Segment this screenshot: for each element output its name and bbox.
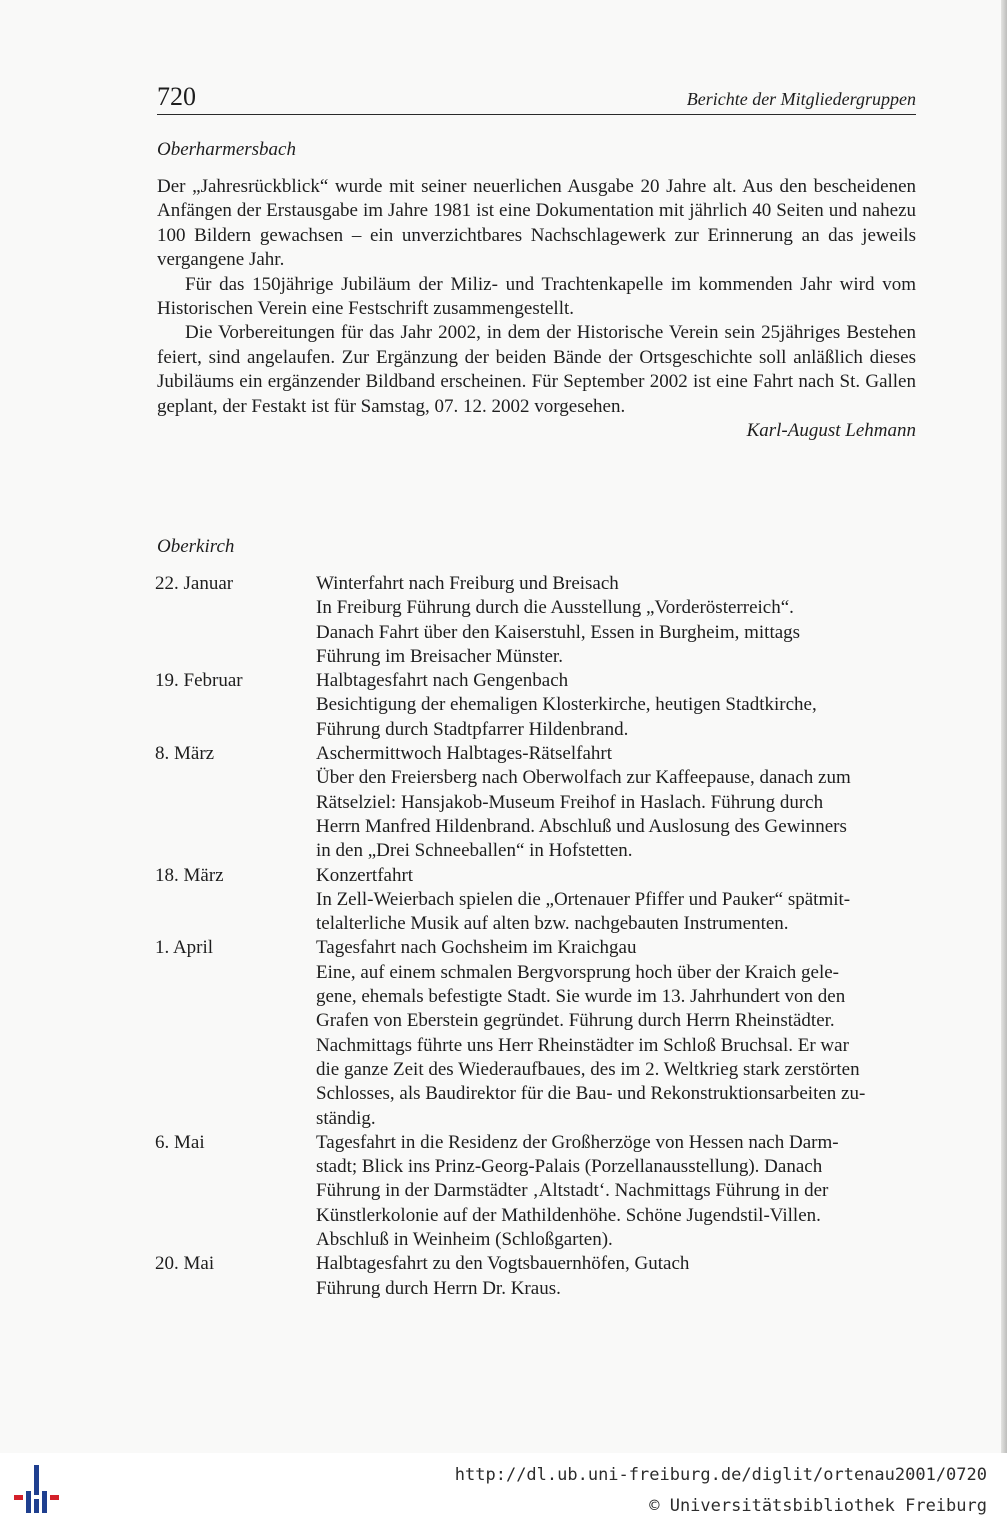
trip-line: Rätselziel: Hansjakob-Museum Freihof in Haslach. Führung durch [316, 791, 824, 813]
trip-description [316, 936, 916, 1130]
trip-date: 1. April [155, 937, 214, 959]
trip-description [316, 1131, 916, 1252]
trip-date: 20. Mai [155, 1253, 215, 1275]
copyright-notice: © Universitätsbibliothek Freiburg [649, 1496, 987, 1516]
trip-description [316, 1252, 916, 1301]
trip-line: In Freiburg Führung durch die Ausstellung „Vorderösterreich“. [316, 597, 794, 619]
section-heading-oberkirch: Oberkirch [157, 536, 235, 557]
trip-list [155, 572, 916, 1301]
trip-description [316, 864, 916, 937]
trip-line: Tagesfahrt nach Gochsheim im Kraichgau [316, 937, 637, 959]
trip-line: Winterfahrt nach Freiburg und Breisach [316, 573, 619, 594]
trip-line: gene, ehemals befestigte Stadt. Sie wurde im 13. Jahrhundert von den [316, 986, 846, 1008]
trip-date: 18. März [155, 864, 224, 886]
trip-line: Künstlerkolonie auf der Mathildenhöhe. Schöne Jugendstil-Villen. [316, 1204, 821, 1226]
trip-line: Danach Fahrt über den Kaiserstuhl, Essen in Burgheim, mittags [316, 621, 801, 643]
trip-date: 6. Mai [155, 1131, 205, 1153]
paragraph: Die Vorbereitungen für das Jahr 2002, in dem der Historische Verein sein 25jähriges Bestehen feiert, sind angelaufen. Zur Ergänzung der beiden Bände der Ortsgeschichte soll anläßlich dieses Jubiläums ein ergänzender Bildband erscheinen. Für September 2002 ist eine Fahrt nach St. Gallen geplant, der Festakt ist für Samstag, 07. 12. 2002 vorgesehen. [157, 322, 916, 417]
trip-line: Tagesfahrt in die Residenz der Großherzöge von Hessen nach Darm- [316, 1131, 839, 1153]
trip-date: 19. Februar [155, 670, 243, 692]
author-signature: Karl-August Lehmann [746, 420, 916, 442]
trip-line: Aschermittwoch Halbtages-Rätselfahrt [316, 743, 612, 765]
trip-line: Führung durch Herrn Dr. Kraus. [316, 1277, 561, 1299]
running-head: Berichte der Mitgliedergruppen [686, 89, 916, 109]
paragraph: Für das 150jährige Jubiläum der Miliz- und Trachtenkapelle im kommenden Jahr wird vom Historischen Verein eine Festschrift zusammengestellt. [157, 273, 916, 320]
trip-date: 22. Januar [155, 573, 234, 594]
trip-line: Grafen von Eberstein gegründet. Führung durch Herrn Rheinstädter. [316, 1010, 835, 1032]
page-header [157, 80, 916, 115]
source-url-link[interactable]: http://dl.ub.uni-freiburg.de/diglit/ortenau2001/0720 [454, 1465, 987, 1485]
trip-line: Führung im Breisacher Münster. [316, 645, 563, 667]
ub-freiburg-logo-icon [12, 1463, 64, 1515]
trip-entry [155, 742, 916, 863]
trip-line: Konzertfahrt [316, 864, 414, 886]
page-footer [0, 1453, 1007, 1525]
section-body-oberharmersbach [157, 175, 916, 443]
trip-line: telalterliche Musik auf alten bzw. nachgebauten Instrumenten. [316, 913, 789, 935]
trip-line: Führung in der Darmstädter ‚Altstadt‘. Nachmittags Führung in der [316, 1180, 829, 1202]
trip-line: In Zell-Weierbach spielen die „Ortenauer Pfiffer und Pauker“ spätmit- [316, 888, 851, 910]
section-heading-oberharmersbach: Oberharmersbach [157, 139, 296, 160]
trip-entry [155, 936, 916, 1130]
trip-line: in den „Drei Schneeballen“ in Hofstetten. [316, 840, 633, 862]
trip-entry [155, 1131, 916, 1252]
trip-line: die ganze Zeit des Wiederaufbaues, des im 2. Weltkrieg stark zerstörten [316, 1058, 860, 1080]
trip-date: 8. März [155, 743, 215, 765]
trip-line: Halbtagesfahrt nach Gengenbach [316, 670, 569, 692]
trip-line: Führung durch Stadtpfarrer Hildenbrand. [316, 718, 629, 740]
trip-line: Halbtagesfahrt zu den Vogtsbauernhöfen, Gutach [316, 1253, 690, 1275]
trip-line: Nachmittags führte uns Herr Rheinstädter im Schloß Bruchsal. Er war [316, 1034, 849, 1056]
trip-line: Herrn Manfred Hildenbrand. Abschluß und Auslosung des Gewinners [316, 815, 847, 837]
trip-entry [155, 1252, 916, 1301]
trip-line: ständig. [316, 1107, 376, 1129]
trip-line: Besichtigung der ehemaligen Klosterkirche, heutigen Stadtkirche, [316, 694, 817, 716]
trip-entry [155, 572, 916, 669]
trip-line: Über den Freiersberg nach Oberwolfach zur Kaffeepause, danach zum [316, 767, 851, 789]
page-number: 720 [157, 82, 196, 111]
trip-line: Abschluß in Weinheim (Schloßgarten). [316, 1229, 613, 1251]
trip-line: stadt; Blick ins Prinz-Georg-Palais (Porzellanausstellung). Danach [316, 1156, 823, 1178]
trip-line: Eine, auf einem schmalen Bergvorsprung hoch über der Kraich gele- [316, 961, 840, 983]
paragraph: Der „Jahresrückblick“ wurde mit seiner neuerlichen Ausgabe 20 Jahre alt. Aus den bescheidenen Anfängen der Erstausgabe im Jahre 1981 ist eine Dokumentation mit jährlich 40 Seiten und nahezu 100 Bildern gewachsen – ein unverzichtbares Nachschlagewerk zur Erinnerung an das jeweils vergangene Jahr. [157, 176, 916, 271]
trip-entry [155, 864, 916, 937]
trip-description [316, 669, 916, 742]
trip-line: Schlosses, als Baudirektor für die Bau- und Rekonstruktionsarbeiten zu- [316, 1083, 866, 1105]
trip-description [316, 572, 916, 669]
page-edge [1001, 0, 1007, 1453]
trip-entry [155, 669, 916, 742]
trip-description [316, 742, 916, 863]
